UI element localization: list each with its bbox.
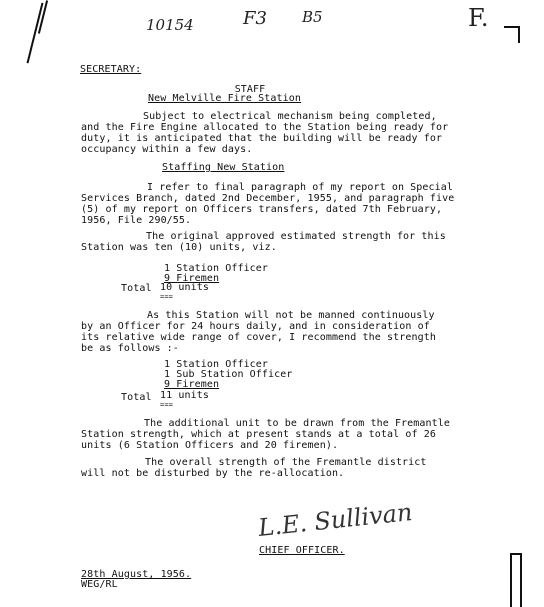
text-line: its relative wide range of cover, I recommend the strength [81,332,436,343]
text-line: The additional unit to be drawn from the Fremantle [144,418,451,429]
corner-annotation: F. [468,4,489,32]
reference-annotation: B5 [302,8,323,26]
list-item: 9 Firemen [164,379,220,390]
text-line: will not be disturbed by the re-allocation. [81,468,345,479]
list-item: 9 Firemen [164,273,220,284]
text-line: be as follows :- [81,343,179,354]
text-line: I refer to final paragraph of my report on Special [147,182,454,193]
document-title: STAFF [234,84,266,95]
total-value: 10 units [160,282,209,293]
text-line: duty, it is anticipated that the building will be ready for [81,133,443,144]
list-item: 1 Sub Station Officer [164,369,293,380]
text-line: Station strength, which at present stands at a total of 26 [81,429,436,440]
reference-annotation: F3 [243,8,267,29]
text-line: Subject to electrical mechanism being completed, [143,111,437,122]
document-subtitle: New Melville Fire Station [148,93,302,104]
text-line: units (6 Station Officers and 20 firemen). [81,440,339,451]
total-rule: === [160,401,173,409]
total-label: Total [121,392,152,403]
text-line: by an Officer for 24 hours daily, and in consideration of [81,321,430,332]
signature: L.E. Sullivan [256,497,414,543]
section-heading: Staffing New Station [162,162,285,173]
total-value: 11 units [160,390,209,401]
text-line: As this Station will not be manned continuously [147,310,435,321]
typist-initials: WEG/RL [81,579,118,590]
text-line: The original approved estimated strength for this [146,231,446,242]
total-rule: === [160,293,173,301]
total-label: Total [121,283,152,294]
text-line: (5) of my report on Officers transfers, dated 7th February, [81,204,443,215]
margin-stroke [27,3,44,64]
file-number-annotation: 10154 [146,16,194,34]
margin-bracket [510,553,522,607]
text-line: Station was ten (10) units, viz. [81,242,277,253]
text-line: occupancy within a few days. [81,144,253,155]
corner-bracket [518,26,520,43]
list-item: 1 Station Officer [164,263,269,274]
text-line: 1956, File 290/55. [81,215,192,226]
signatory-title: CHIEF OFFICER. [259,545,345,556]
text-line: The overall strength of the Fremantle district [145,457,427,468]
addressee: SECRETARY: [80,64,142,75]
list-item: 1 Station Officer [164,359,269,370]
text-line: and the Fire Engine allocated to the Station being ready for [81,122,449,133]
document-date: 28th August, 1956. [81,569,192,580]
text-line: Services Branch, dated 2nd December, 1955, and paragraph five [81,193,455,204]
